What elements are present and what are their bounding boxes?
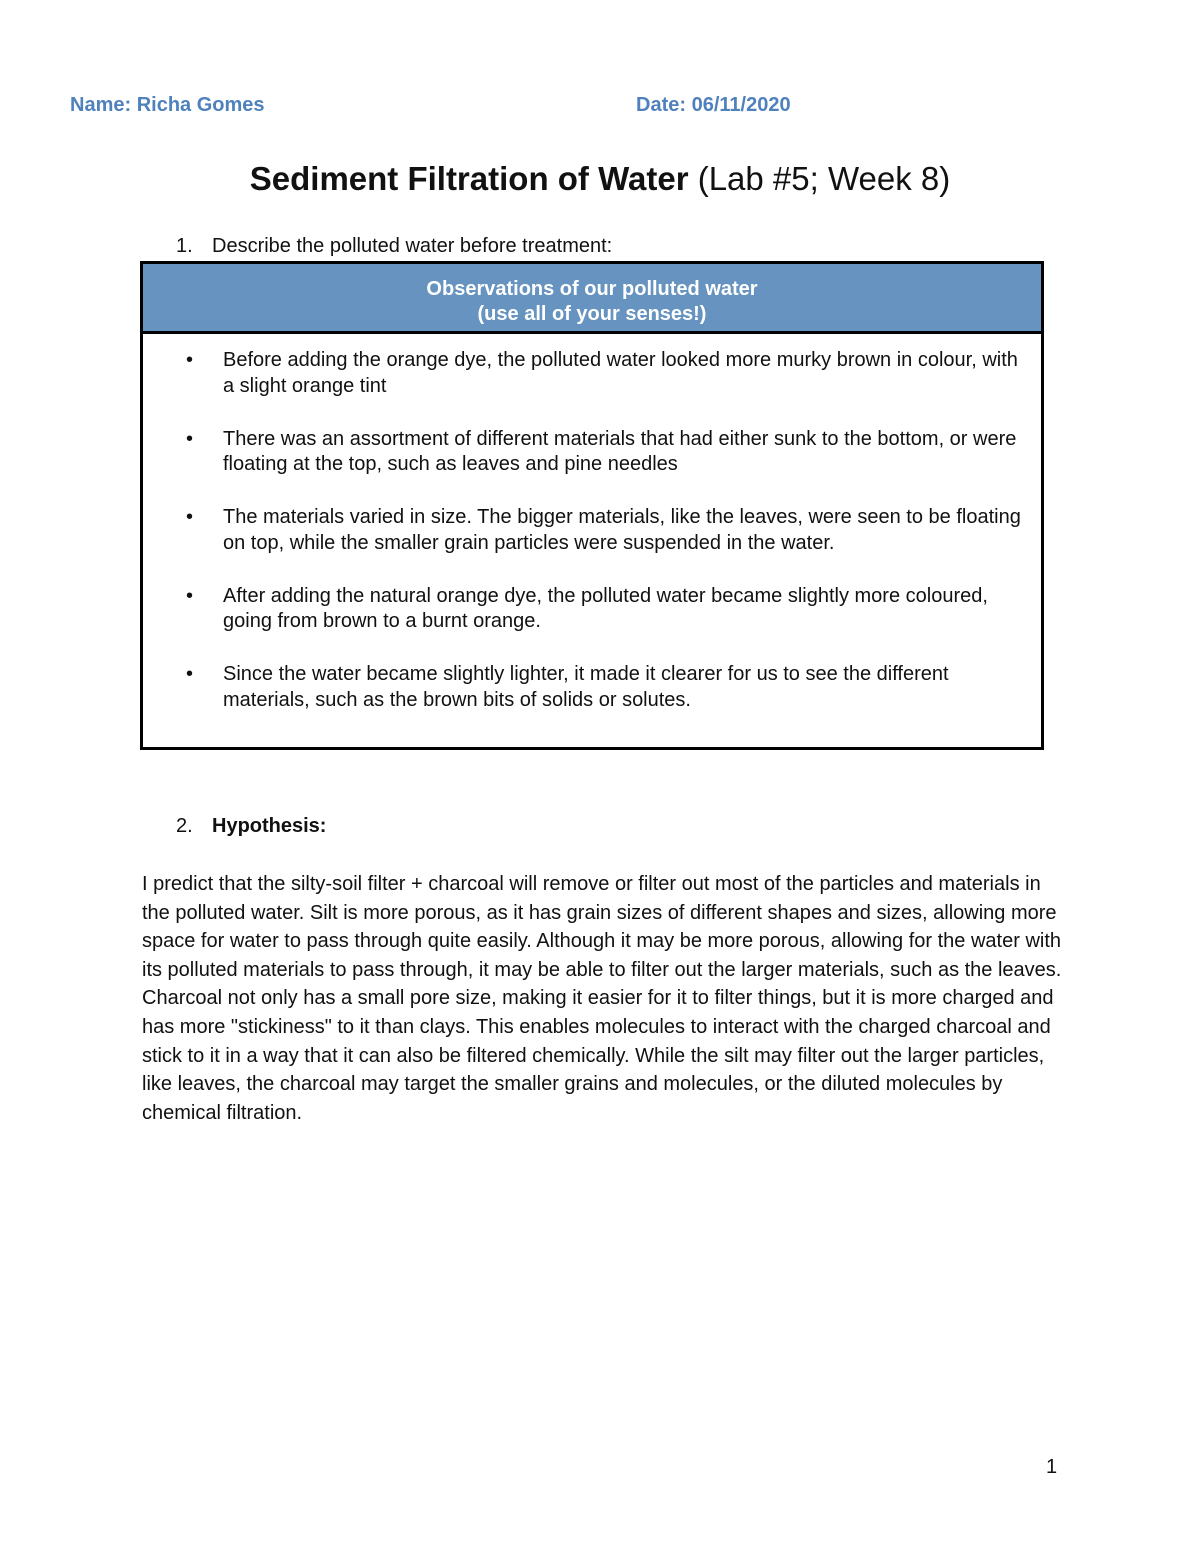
observations-list xyxy=(143,334,1041,713)
question-2 xyxy=(176,815,326,838)
question-1 xyxy=(176,235,612,258)
list-item xyxy=(143,348,1041,399)
observation-text: After adding the natural orange dye, the polluted water became slightly more coloured, going from brown to a burnt orange. xyxy=(223,584,988,632)
observation-text: There was an assortment of different materials that had either sunk to the bottom, or were floating at the top, such as leaves and pine needles xyxy=(223,427,1017,475)
observations-header-line-2: (use all of your senses!) xyxy=(477,303,707,325)
page-number: 1 xyxy=(1046,1456,1058,1478)
question-2-number: 2. xyxy=(176,815,193,837)
observation-text: Since the water became slightly lighter, it made it clearer for us to see the different materials, such as the brown bits of solids or solutes. xyxy=(223,663,949,711)
question-2-text: Hypothesis: xyxy=(212,815,327,837)
submission-date: Date: 06/11/2020 xyxy=(636,94,791,116)
observation-text: Before adding the orange dye, the polluted water looked more murky brown in colour, with a slight orange tint xyxy=(223,349,1018,397)
observations-header-line-1: Observations of our polluted water xyxy=(426,278,758,300)
page-title-main: Sediment Filtration of Water xyxy=(249,160,689,197)
bullet-icon: • xyxy=(186,663,194,685)
bullet-icon: • xyxy=(186,427,194,450)
page-title-sub: (Lab #5; Week 8) xyxy=(697,160,951,197)
list-item xyxy=(143,662,1041,713)
page-title xyxy=(0,160,1200,198)
question-1-number: 1. xyxy=(176,235,193,257)
list-item xyxy=(143,505,1041,556)
bullet-icon: • xyxy=(186,349,194,371)
observations-table xyxy=(140,261,1044,750)
observation-text: The materials varied in size. The bigger materials, like the leaves, were seen to be floating on top, while the smaller grain particles were suspended in the water. xyxy=(223,506,1021,554)
list-item xyxy=(143,427,1041,478)
student-name: Name: Richa Gomes xyxy=(70,94,265,116)
question-1-text: Describe the polluted water before treatment: xyxy=(212,235,613,257)
list-item xyxy=(143,584,1041,635)
hypothesis-paragraph: I predict that the silty-soil filter + charcoal will remove or filter out most of the particles and materials in the polluted water. Silt is more porous, as it has grain sizes of different shapes and sizes, allowing more space for water to pass through quite easily. Although it may be more porous, allowing for the water with its polluted materials to pass through, it may be able to filter out the larger materials, such as the leaves. Charcoal not only has a small pore size, making it easier for it to filter things, but it is more charged and has more "stickiness" to it than clays. This enables molecules to interact with the charged charcoal and stick to it in a way that it can also be filtered chemically. While the silt may filter out the larger particles, like leaves, the charcoal may target the smaller grains and molecules, or the diluted molecules by chemical filtration. xyxy=(142,873,1062,1124)
observations-table-header xyxy=(143,264,1041,334)
bullet-icon: • xyxy=(186,506,194,528)
bullet-icon: • xyxy=(186,584,194,607)
